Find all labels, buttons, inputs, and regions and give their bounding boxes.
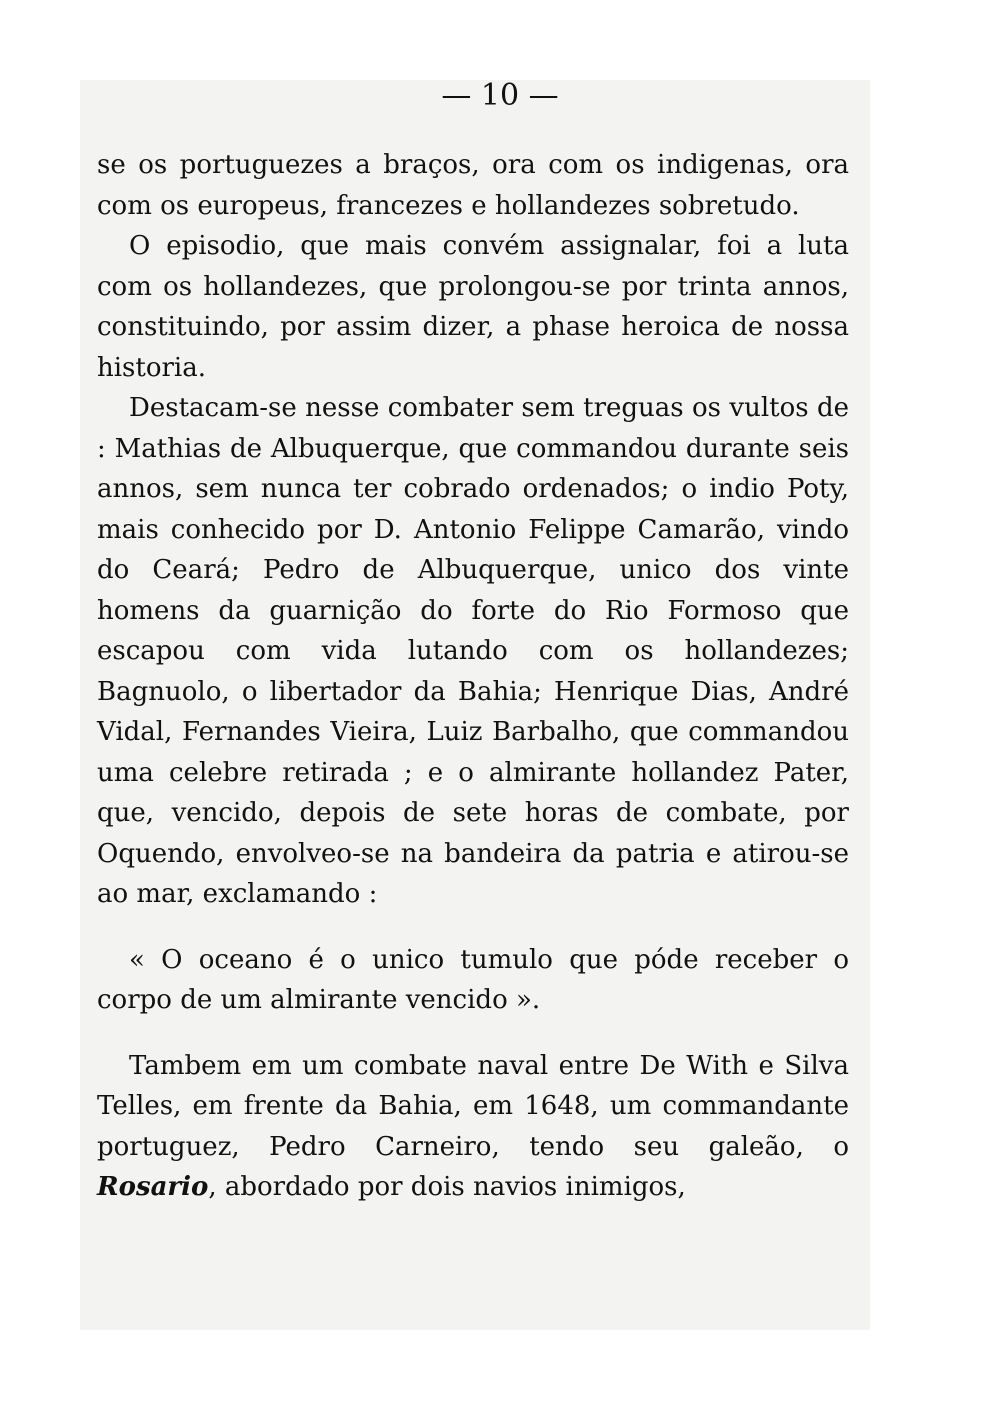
paragraph-continuation: se os portuguezes a braços, ora com os indigenas, ora com os europeus, francezes e hollandezes sobretudo. [97, 150, 849, 221]
page-number: — 10 — [441, 78, 559, 113]
paragraph-tambem [97, 1046, 849, 1208]
paragraph-destacam: Destacam-se nesse combater sem treguas os vultos de : Mathias de Albuquerque, que commandou durante seis annos, sem nunca ter cobrado ordenados; o indio Poty, mais conhecido por D. Antonio Felippe Camarão, vindo do Ceará; Pedro de Albuquerque, unico dos vinte homens da guarnição do forte do Rio Formoso que escapou com vida lutando com os hollandezes; Bagnuolo, o libertador da Bahia; Henrique Dias, André Vidal, Fernandes Vieira, Luiz Barbalho, que commandou uma celebre retirada ; e o almirante hollandez Pater, que, vencido, depois de sete horas de combate, por Oquendo, envolveo-se na bandeira da patria e atirou-se ao mar, exclamando : [97, 393, 849, 909]
paragraph-tambem-after: , abordado por dois navios inimigos, [208, 1172, 686, 1202]
body-text [97, 145, 849, 1208]
paragraph-tambem-before: Tambem em um combate naval entre De With e Silva Telles, em frente da Bahia, em 1648, um commandante portuguez, Pedro Carneiro, tendo seu galeão, o [97, 1050, 849, 1162]
paragraph-episodio: O episodio, que mais convém assignalar, foi a luta com os hollandezes, que prolongou-se por trinta annos, constituindo, por assim dizer, a phase heroica de nossa historia. [97, 231, 849, 383]
quote-paragraph: « O oceano é o unico tumulo que póde receber o corpo de um almirante vencido ». [97, 944, 849, 1015]
ship-name: Rosario [97, 1172, 209, 1202]
